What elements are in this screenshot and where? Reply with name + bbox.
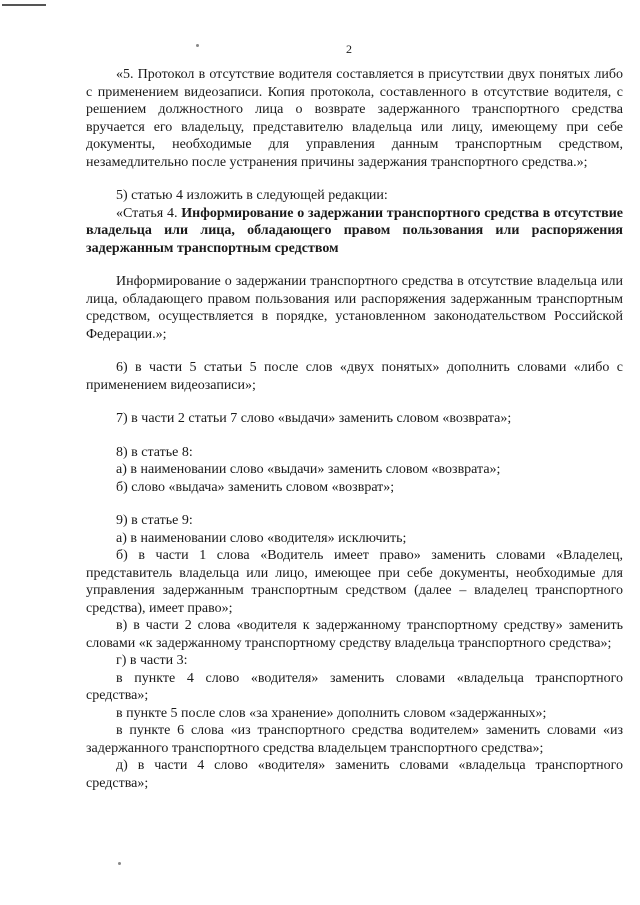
page-number: 2 [346, 42, 352, 56]
article-4-text: Информирование о задержании транспортного средства в отсутствие владельца или лица, обладающего правом пользования или распоряжения задержанным транспортным средством, осуществляется в порядке, установленном законодательством Российской Федерации.»; [86, 274, 623, 342]
item-9-g-point5: в пункте 5 после слов «за хранение» дополнить словом «задержанных»; [116, 705, 547, 721]
item-8-intro: 8) в статье 8: [116, 444, 193, 460]
scan-artifact-line [2, 4, 46, 6]
article-4-heading [86, 205, 623, 258]
document-body [86, 66, 623, 792]
item-9-d: д) в части 4 слово «водителя» заменить словами «владельца транспортного средства»; [86, 758, 623, 791]
item-8-b: б) слово «выдача» заменить словом «возврат»; [116, 479, 395, 495]
item-9-a: а) в наименовании слово «водителя» исключить; [116, 530, 407, 546]
item-7: 7) в части 2 статьи 7 слово «выдачи» заменить словом «возврата»; [116, 411, 512, 426]
item-9-g-point6: в пункте 6 слова «из транспортного средства водителем» заменить словами «из задержанного транспортного средства владельцем транспортного средства»; [86, 723, 623, 756]
item-9-intro: 9) в статье 9: [116, 513, 193, 528]
item-5-intro: 5) статью 4 изложить в следующей редакции: [116, 188, 388, 203]
item-9-v: в) в части 2 слова «водителя к задержанному транспортному средству» заменить словами «к задержанному транспортному средству владельца транспортного средства»; [86, 618, 623, 651]
article-4-prefix: «Статья 4. [116, 205, 178, 221]
item-8-a: а) в наименовании слово «выдачи» заменить словом «возврата»; [116, 462, 501, 477]
item-9-g: г) в части 3: [116, 653, 188, 668]
paragraph-article5-part5: «5. Протокол в отсутствие водителя составляется в присутствии двух понятых либо с применением видеозаписи. Копия протокола, составленного в отсутствие водителя, с решением должностного лица о возврате задержанного транспортного средства вручается его владельцу, представителю владельца или лицу, имеющему при себе документы, необходимые для управления данным транспортным средством, незамедлительно после устранения причины задержания транспортного средства.»; [86, 67, 623, 170]
scan-artifact-dot [118, 862, 121, 865]
article-4-title: Информирование о задержании транспортного средства в отсутствие владельца или лица, обладающего правом пользования или распоряжения задержанным транспортным средством [86, 205, 623, 256]
scan-artifact-dot [196, 44, 199, 47]
item-9-g-point4: в пункте 4 слово «водителя» заменить словами «владельца транспортного средства»; [86, 670, 623, 703]
item-9-b: б) в части 1 слова «Водитель имеет право» заменить словами «Владелец, представитель владельца или лицо, имеющее при себе документы, необходимые для управления задержанным транспортным средством (далее – владелец транспортного средства), имеет право»; [86, 548, 623, 616]
item-6: 6) в части 5 статьи 5 после слов «двух понятых» дополнить словами «либо с применением видеозаписи»; [86, 360, 623, 393]
